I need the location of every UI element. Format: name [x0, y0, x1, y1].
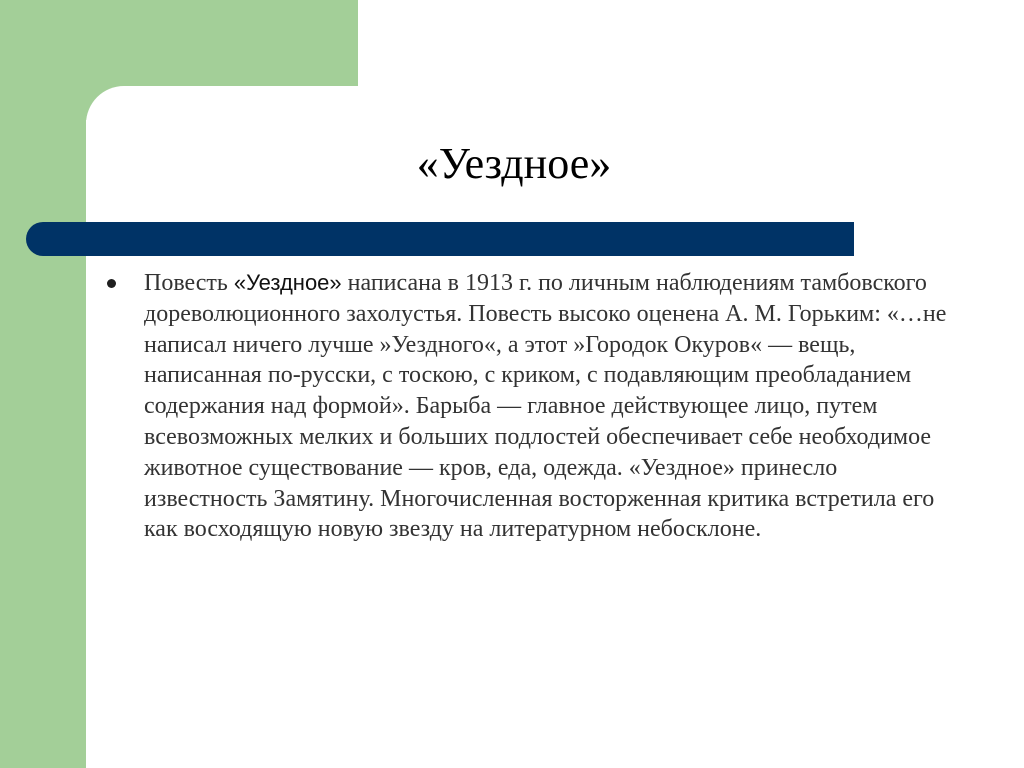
- bullet-dot-icon: [107, 279, 116, 288]
- bullet-item: [103, 268, 953, 545]
- bullet-bold-title: «Уездное»: [233, 270, 342, 295]
- bullet-lead-text: Повесть: [144, 270, 234, 296]
- slide-title: «Уездное»: [416, 139, 612, 188]
- decorative-green-strip-left: [0, 0, 86, 768]
- bullet-body-text: написана в 1913 г. по личным наблюдениям тамбовского дореволюционного захолустья. Повесть высоко оценена А. М. Горьким: «…не написал ничего лучше »Уездного«, а этот »Городок Окуров« — вещь, написанная по-русски, с тоскою, с криком, с подавляющим преобладанием содержания над формой». Барыба — главное действующее лицо, путем всевозможных мелких и больших подлостей обеспечивает себе необходимое животное существование — кров, еда, одежда. «Уездное» принесло известность Замятину. Многочисленная восторженная критика встретила его как восходящую новую звезду на литературном небосклоне.: [144, 270, 947, 543]
- title-underline-bar: [26, 222, 854, 256]
- slide-body: [103, 268, 953, 545]
